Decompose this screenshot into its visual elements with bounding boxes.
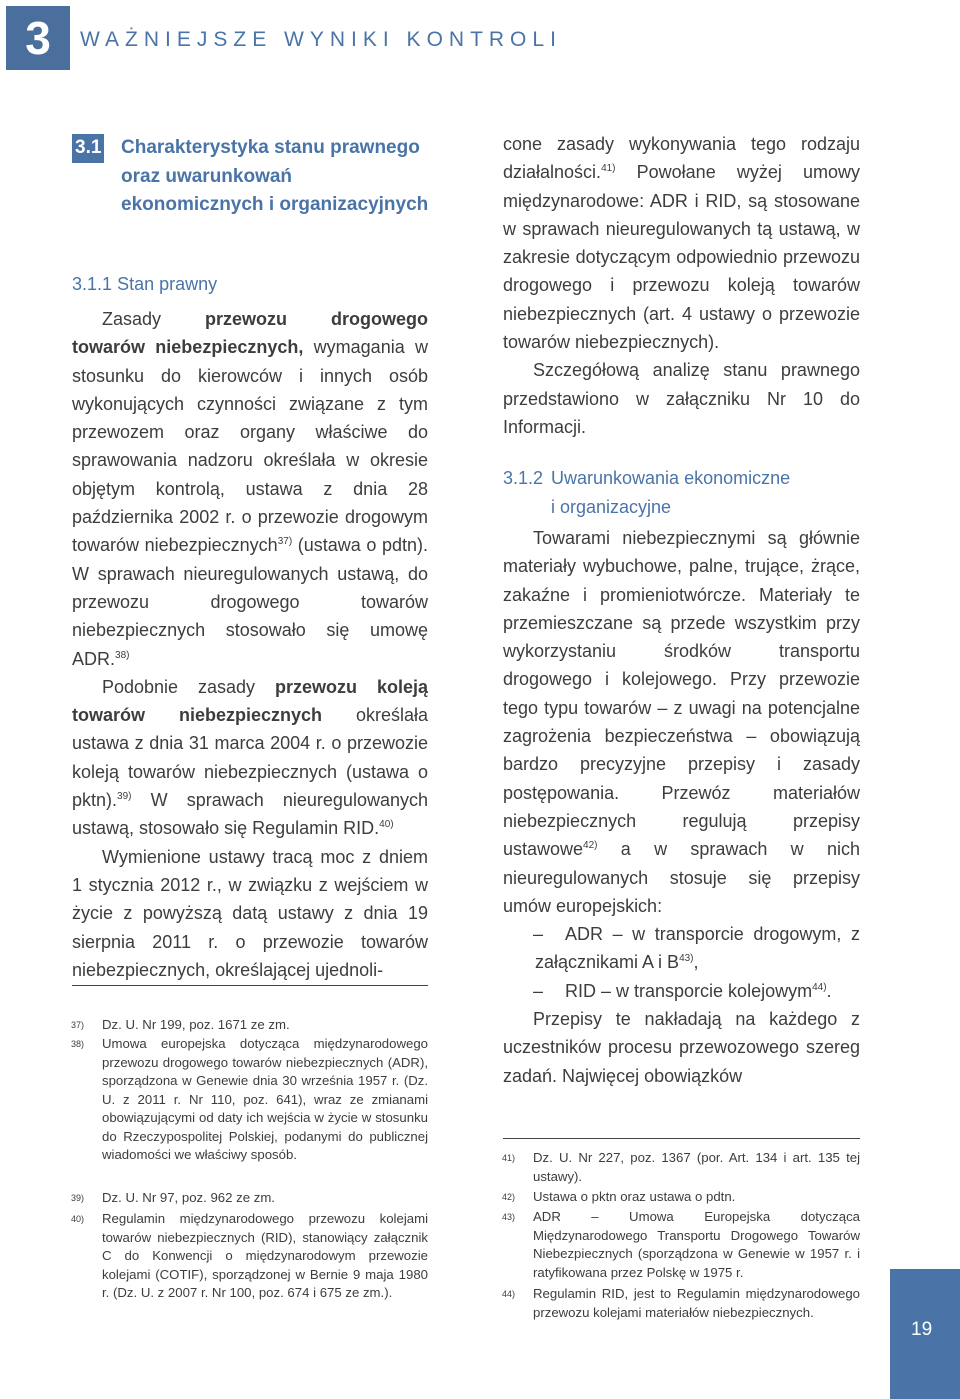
paragraph — [503, 524, 860, 920]
footnote — [502, 1285, 860, 1322]
paragraph — [72, 673, 428, 843]
subsection-heading — [503, 464, 790, 522]
subsection-heading — [72, 274, 217, 295]
footnote-mark: 44) — [502, 1289, 516, 1299]
paragraph — [72, 305, 428, 673]
text-run: (ustawa o pdtn). W sprawach nieuregulowanych ustawą, do przewozu drogowego towarów niebezpiecznych stosowało się umowę ADR. — [72, 535, 428, 669]
footnote-mark: 43) — [502, 1212, 516, 1222]
footnote-text: Umowa europejska dotycząca międzynarodowego przewozu drogowego towarów niebezpiecznych (ADR), sporządzona w Genewie dnia 30 września 1957 r. (Dz. U. z 2011 r. Nr 110, poz. 641), wraz ze zmianami obowiązującymi od daty ich wejścia w życie w stosunku do Rzeczypospolitej Polskiej, podanymi do publicznej wiadomości we właściwy sposób. — [102, 1036, 428, 1162]
footnote-text: Regulamin międzynarodowego przewozu kolejami towarów niebezpiecznych (RID), stanowiący załącznik C do Konwencji o międzynarodowym przewozie kolejami (COTIF), sporządzonej w Bernie 9 maja 1980 r. (Dz. U. z 2007 r. Nr 100, poz. 674 i 675 ze zm.). — [102, 1211, 428, 1300]
footnote-mark: 40) — [71, 1214, 85, 1224]
text-run: wymagania w stosunku do kierowców i innych osób wykonujących czynności związane z tym przewozem oraz organy właściwe do sprawowania nadzoru określała w okresie objętym kontrolą, ustawa z dnia 28 października 2002 r. o przewozie drogowym towarów niebezpiecznych — [72, 337, 429, 556]
text-run: RID – w transporcie kolejowym — [565, 980, 813, 1001]
page-number: 19 — [911, 1319, 933, 1340]
page-number-box — [890, 1269, 960, 1399]
right-column-text-bottom — [503, 524, 860, 1090]
footnote-text: ADR – Umowa Europejska dotycząca Międzynarodowego Transportu Drogowego Towarów Niebezpiecznych (sporządzona w Genewie w 1957 r. i ratyfikowana przez Polskę w 1975 r. — [533, 1209, 860, 1280]
text-run: Towarami niebezpiecznymi są głównie materiały wybuchowe, palne, trujące, żrące, zakaźne i promieniotwórcze. Materiały te przemieszczane są przede wszystkim przy wykorzystaniu środków transportu drogowego i kolejowego. Przy przewozie tego typu towarów – z uwagi na potencjalne zagrożenia bezpieczeństwa – obowiązują bardzo precyzyjne przepisy i zasady postępowania. Przewóz materiałów niebezpiecznych regulują przepisy ustawowe — [503, 528, 860, 860]
subsection-title: Uwarunkowania ekonomiczne — [551, 468, 791, 488]
text-run-bold: przewozu drogowego towarów niebezpiecznych, — [72, 309, 428, 358]
footnote — [71, 1035, 428, 1165]
footnote-ref[interactable]: 38) — [115, 649, 130, 661]
footnote-text: Regulamin RID, jest to Regulamin międzynarodowego przewozu kolejami materiałów niebezpiecznych. — [533, 1286, 860, 1320]
footnote-ref[interactable]: 39) — [117, 791, 132, 803]
footnote — [502, 1149, 860, 1186]
text-run: , — [693, 952, 699, 973]
list-item — [503, 977, 860, 1005]
text-run-bold: przewozu koleją towarów niebezpiecznych — [72, 676, 428, 726]
section-title: Charakterystyka stanu prawnego oraz uwarunkowań ekonomicznych i organizacyjnych — [121, 137, 429, 215]
footnote-ref[interactable]: 37) — [277, 536, 293, 548]
right-column-text-top — [503, 130, 860, 441]
footnote-text: Ustawa o pktn oraz ustawa o pdtn. — [533, 1189, 736, 1204]
footnote-mark: 42) — [502, 1192, 516, 1202]
footnote-ref[interactable]: 41) — [601, 163, 616, 175]
text-run: . — [826, 980, 832, 1001]
subsection-number: 3.1.1 — [72, 274, 113, 294]
subsection-title: Stan prawny — [117, 274, 218, 294]
footnote-ref[interactable]: 42) — [583, 840, 598, 852]
footnote-text: Dz. U. Nr 97, poz. 962 ze zm. — [102, 1190, 275, 1205]
footnote-text: Dz. U. Nr 227, poz. 1367 (por. Art. 134 i art. 135 tej ustawy). — [533, 1150, 860, 1184]
footnote-mark: 39) — [71, 1193, 85, 1203]
footnote-ref[interactable]: 44) — [812, 981, 827, 993]
footnote-ref[interactable]: 43) — [679, 953, 694, 965]
subsection-title-line2: i organizacyjne — [551, 497, 672, 517]
text-run: Zasady — [102, 309, 206, 329]
footnote-text: Dz. U. Nr 199, poz. 1671 ze zm. — [102, 1017, 290, 1032]
paragraph: Przepisy te nakładają na każdego z uczestników procesu przewozowego szereg zadań. Najwięcej obowiązków — [503, 1009, 860, 1086]
footnote — [502, 1208, 860, 1282]
footnote-mark: 41) — [502, 1153, 516, 1163]
text-run: Powołane wyżej umowy międzynarodowe: ADR i RID, są stosowane w sprawach nieuregulowanych tą ustawą, w zakresie dotyczącym odpowiednio przewozu drogowego i przewozu koleją towarów niebezpiecznych (art. 4 ustawy o przewozie towarów niebezpiecznych). — [503, 162, 860, 353]
dash-bullet: – — [533, 924, 544, 945]
text-run: cone zasady wykonywania tego rodzaju działalności. — [503, 134, 860, 183]
section-number: 3.1 — [72, 134, 104, 163]
chapter-title: WAŻNIEJSZE WYNIKI KONTROLI — [80, 28, 562, 51]
text-run: ADR – w transporcie drogowym, z załącznikami A i B — [535, 924, 860, 973]
footnote-divider — [72, 985, 428, 986]
dash-bullet: – — [533, 980, 544, 1001]
text-run: W sprawach nieuregulowanych ustawą, stosowało się Regulamin RID. — [72, 790, 428, 839]
text-run: Podobnie zasady — [102, 676, 275, 697]
footnote — [71, 1016, 428, 1035]
footnote — [71, 1210, 428, 1303]
list-item — [503, 920, 860, 977]
footnote-mark: 38) — [71, 1039, 85, 1049]
paragraph — [503, 130, 860, 356]
section-heading — [72, 134, 432, 220]
paragraph: Wymienione ustawy tracą moc z dniem 1 stycznia 2012 r., w związku z wejściem w życie z powyższą datą ustawy z dnia 19 sierpnia 2011 r. o przewozie towarów niebezpiecznych, określającej ujednoli- — [72, 846, 428, 980]
footnote — [71, 1189, 428, 1208]
left-column-text — [72, 305, 428, 984]
text-run: określała ustawa z dnia 31 marca 2004 r. o przewozie koleją towarów niebezpiecznych (ustawa o pktn). — [72, 705, 428, 811]
text-run: a w sprawach w nich nieuregulowanych stosuje się przepisy umów europejskich: — [503, 839, 860, 916]
footnote-ref[interactable]: 40) — [379, 819, 394, 831]
paragraph: Szczegółową analizę stanu prawnego przedstawiono w załączniku Nr 10 do Informacji. — [503, 360, 860, 437]
subsection-number: 3.1.2 — [503, 468, 544, 488]
footnote-divider — [503, 1138, 860, 1139]
footnote — [502, 1188, 860, 1207]
footnote-mark: 37) — [71, 1020, 85, 1030]
chapter-number-box: 3 — [6, 6, 70, 70]
